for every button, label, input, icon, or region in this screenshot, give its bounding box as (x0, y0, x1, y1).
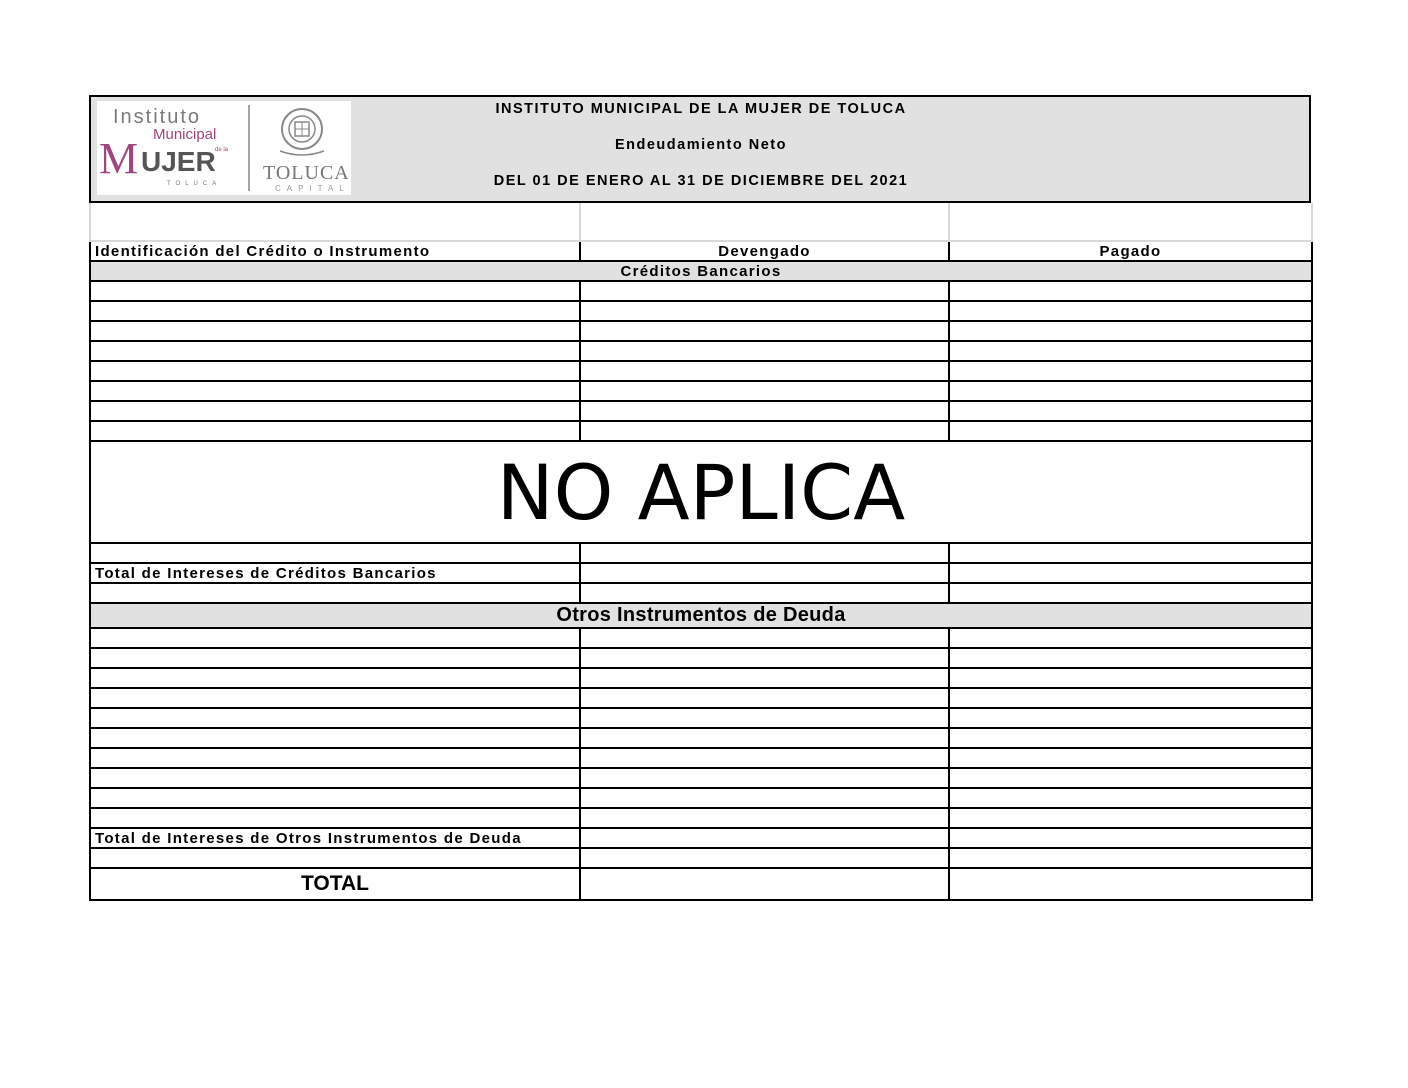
table-row (90, 321, 1312, 341)
table-row (90, 421, 1312, 441)
toluca-seal-icon (280, 109, 324, 155)
section-title: Otros Instrumentos de Deuda (90, 603, 1312, 628)
table-row (90, 848, 1312, 868)
svg-text:de la: de la (215, 147, 229, 153)
section-creditos-bancarios (90, 261, 1312, 281)
table-row (90, 301, 1312, 321)
table-row (90, 361, 1312, 381)
svg-text:CAPITAL: CAPITAL (275, 184, 350, 193)
table-row (90, 401, 1312, 421)
svg-text:M: M (99, 134, 139, 183)
table-row (90, 668, 1312, 688)
table-row (90, 648, 1312, 668)
column-header-identificacion: Identificación del Crédito o Instrumento (90, 241, 580, 261)
institution-logo (97, 101, 351, 195)
report-period: DEL 01 DE ENERO AL 31 DE DICIEMBRE DEL 2021 (493, 173, 909, 189)
table-row (90, 688, 1312, 708)
debt-table (89, 203, 1313, 901)
svg-text:UJER: UJER (141, 146, 216, 177)
total-row (90, 868, 1312, 900)
column-header-devengado: Devengado (580, 241, 949, 261)
table-row (90, 748, 1312, 768)
table-row (90, 808, 1312, 828)
svg-text:TOLUCA: TOLUCA (263, 162, 350, 184)
table-row (90, 728, 1312, 748)
total-intereses-otros-label: Total de Intereses de Otros Instrumentos de Deuda (90, 828, 580, 848)
report-title: Endeudamiento Neto (614, 137, 787, 153)
report-sheet (89, 95, 1311, 901)
table-row (90, 768, 1312, 788)
logo-graphic (97, 101, 351, 195)
total-intereses-creditos-label: Total de Intereses de Créditos Bancarios (90, 563, 580, 583)
table-row (90, 281, 1312, 301)
total-intereses-creditos-row (90, 563, 1312, 583)
table-row (90, 583, 1312, 603)
section-title: Créditos Bancarios (90, 261, 1312, 281)
column-header-pagado: Pagado (949, 241, 1312, 261)
column-header-row (90, 241, 1312, 261)
report-header (89, 95, 1311, 203)
no-aplica-notice: NO APLICA (90, 441, 1312, 543)
table-row (90, 381, 1312, 401)
svg-text:Instituto: Instituto (113, 106, 202, 128)
no-aplica-row (90, 441, 1312, 543)
total-label: TOTAL (90, 868, 580, 900)
section-otros-instrumentos (90, 603, 1312, 628)
table-row (90, 543, 1312, 563)
table-row (90, 341, 1312, 361)
table-row (90, 628, 1312, 648)
institution-name: INSTITUTO MUNICIPAL DE LA MUJER DE TOLUCA (495, 101, 907, 117)
svg-text:TOLUCA: TOLUCA (167, 181, 222, 187)
svg-text:Municipal: Municipal (153, 126, 217, 143)
spacer-row (90, 203, 1312, 241)
total-intereses-otros-row (90, 828, 1312, 848)
table-row (90, 708, 1312, 728)
table-row (90, 788, 1312, 808)
